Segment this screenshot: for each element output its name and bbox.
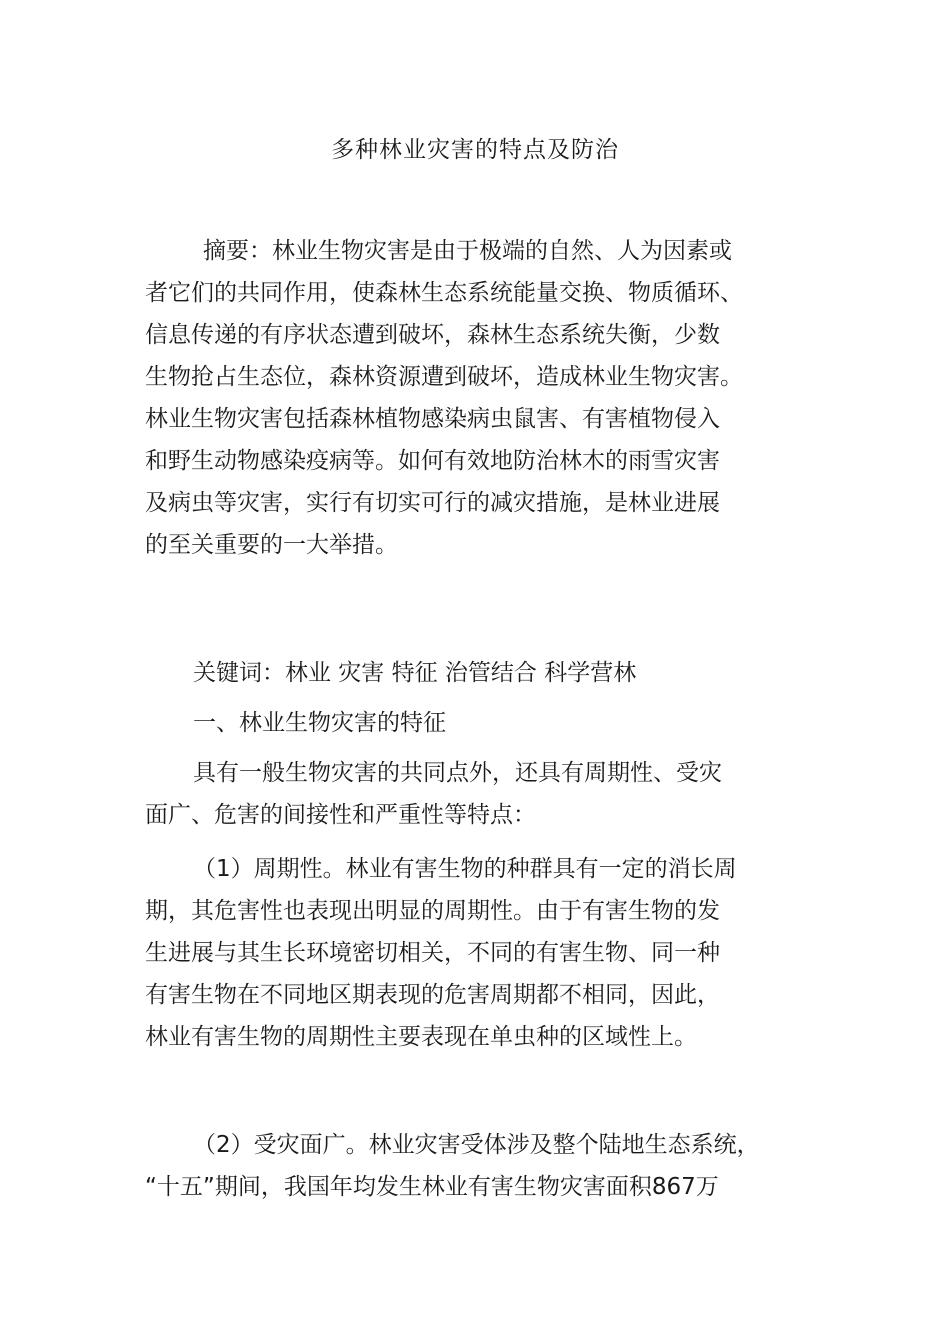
intro-line: 具有一般生物灾害的共同点外，还具有周期性、受灾: [193, 760, 722, 786]
item2-line: （2）受灾面广。林业灾害受体涉及整个陆地生态系统，: [193, 1132, 760, 1158]
item1-line: 期，其危害性也表现出明显的周期性。由于有害生物的发: [145, 898, 720, 924]
abstract-line: 摘要：林业生物灾害是由于极端的自然、人为因素或: [180, 238, 732, 264]
item1-line: 生进展与其生长环境密切相关，不同的有害生物、同一种: [145, 940, 720, 966]
section-heading: [145, 702, 825, 744]
intro-line: 面广、危害的间接性和严重性等特点：: [145, 802, 536, 828]
abstract-line: 的至关重要的一大举措。: [145, 532, 398, 558]
item1-line: 林业有害生物的周期性主要表现在单虫种的区域性上。: [145, 1024, 697, 1050]
abstract-line: 林业生物灾害包括森林植物感染病虫鼠害、有害植物侵入: [145, 406, 720, 432]
keywords-line: 关键词：林业 灾害 特征 治管结合 科学营林: [193, 660, 637, 686]
item1-line: 有害生物在不同地区期表现的危害周期都不相同，因此，: [145, 982, 720, 1008]
item1-paragraph: [145, 848, 825, 1058]
abstract-line: 及病虫等灾害，实行有切实可行的减灾措施，是林业进展: [145, 490, 720, 516]
abstract-line: 者它们的共同作用，使森林生态系统能量交换、物质循环、: [145, 280, 743, 306]
abstract-line: 生物抢占生态位，森林资源遭到破坏，造成林业生物灾害。: [145, 364, 743, 390]
keywords-paragraph: [145, 652, 825, 694]
abstract-paragraph: [145, 230, 825, 566]
abstract-line: 信息传递的有序状态遭到破坏，森林生态系统失衡，少数: [145, 322, 720, 348]
abstract-line: 和野生动物感染疫病等。如何有效地防治林木的雨雪灾害: [145, 448, 720, 474]
intro-paragraph: [145, 752, 825, 836]
item2-line: “十五”期间，我国年均发生林业有害生物灾害面积867万: [145, 1174, 719, 1200]
item1-line: （1）周期性。林业有害生物的种群具有一定的消长周: [193, 856, 737, 882]
section-heading-text: 一、林业生物灾害的特征: [193, 710, 446, 736]
item2-paragraph: [145, 1124, 825, 1208]
page-title: 多种林业灾害的特点及防治: [331, 137, 619, 163]
